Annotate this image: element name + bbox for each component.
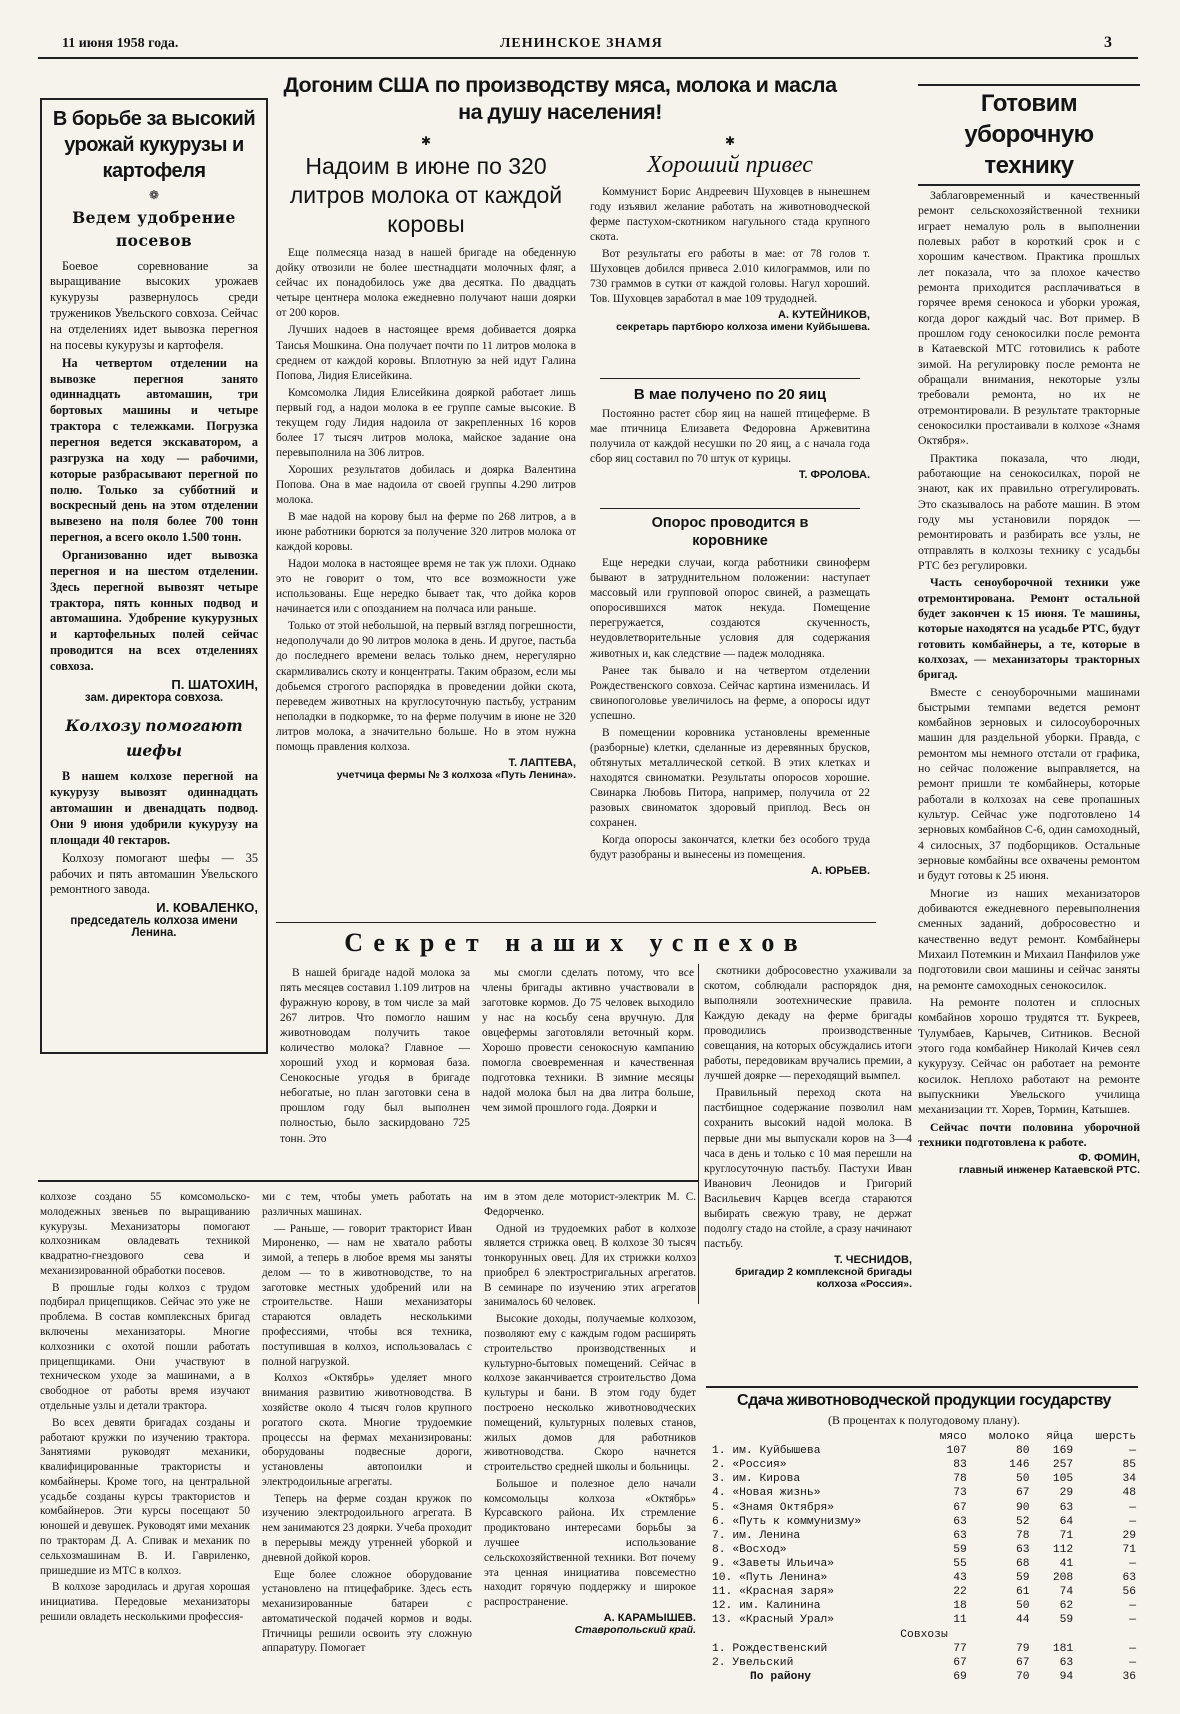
eggs-body (590, 407, 870, 467)
art1-position: зам. директора совхоза. (84, 691, 224, 704)
cell: 29 (1122, 1529, 1136, 1542)
paragraph: Когда опоросы закончатся, клетки без особого труда будут разобраны и вынесены из помещения. (590, 834, 870, 862)
stats-table (710, 1430, 1138, 1684)
secret-signature: Т. ЧЕСНИДОВ, (834, 1253, 912, 1266)
cell: 112 (1052, 1543, 1074, 1556)
paragraph: Боевое соревнование за выращивание высоких урожаев кукурузы развернулось среди тружеников Увельского совхоза. Сейчас на отделениях идет вывозка перегноя на посевы кукурузы и картофеля. (50, 258, 258, 352)
total-row (710, 1670, 1138, 1684)
right-article (918, 188, 1140, 1176)
issue-date: 11 июня 1958 года. (62, 36, 179, 51)
header-rule (38, 57, 1138, 59)
cell: 11 (953, 1614, 967, 1627)
cell: 146 (1009, 1459, 1030, 1472)
paragraph: В колхозе зародилась и другая хорошая инициатива. Передовые механизаторы решили овладеть несколькими профессия- (40, 1581, 250, 1623)
cell: 105 (1052, 1473, 1074, 1486)
paragraph: Высокие доходы, получаемые колхозом, позволяют ему с каждым годом расширять строительство производственных и культурно-бытовых помещений. Сейчас в колхозе заканчивается строительство Дома культуры и бани. В этом году будет построено несколько животноводческих помещений, культурных полевых станов, жилых домов для работников животноводства. Скоро начнется строительство средней школы и больницы. (484, 1313, 696, 1474)
gain-position: секретарь партбюро колхоза имени Куйбышева. (616, 321, 870, 334)
secret-col2 (482, 966, 694, 1118)
paragraph: Большое и полезное дело начали комсомольцы колхоза «Октябрь» Курсавского района. Их стремление продиктовано интересами борьбы за лучшее использование сельскохозяйственной техники. Вот почему эта ценная инициатива повсеместно находит горячую поддержку и широкое распространение. (484, 1477, 696, 1609)
cell: 80 (1015, 1445, 1030, 1458)
secret-position: бригадир 2 комплексной бригады колхоза «Россия». (735, 1265, 912, 1290)
milk-title: Надоим в июне по 320 литров молока от каждой коровы (289, 153, 563, 237)
cell: 90 (1015, 1501, 1030, 1514)
secret-title: Секрет наших успехов (344, 928, 808, 957)
paragraph: В мае надой на корову был на ферме по 268 литров, а в июне работники борются за получение 320 литров молока от каждой коровы. (276, 511, 576, 554)
bottom-col1 (40, 1190, 250, 1627)
cell: — (1129, 1600, 1136, 1613)
newspaper-name: ЛЕНИНСКОЕ ЗНАМЯ (500, 36, 663, 51)
star-divider: ✱ (420, 134, 432, 148)
farrow-title: Опорос проводится в коровнике (651, 515, 809, 550)
cell: — (1129, 1656, 1136, 1669)
paragraph: колхозе создано 55 комсомольско-молодежных звеньев по выращиванию кукурузы. Механизаторы помогают колхозникам овладевать техникой квадратно-гнездового сева и механизированной обработки посевов. (40, 1191, 250, 1277)
cell: 56 (1122, 1586, 1136, 1599)
cell: — (1129, 1642, 1136, 1655)
paragraph: скотники добросовестно ухаживали за скотом, соблюдали распорядок дня, выполняли зоотехнические правила. Каждую декаду на ферме бригады проводились производственные совещания, на которых обсуждались итоги работы, передовикам вручались премии, а лучшей доярке — переходящий вымпел. (704, 965, 913, 1083)
art2-title: Колхозу помогают шефы (65, 715, 243, 760)
table-row (710, 1472, 1138, 1486)
cell: 9. «Заветы Ильича» (712, 1557, 835, 1570)
cell: 64 (1059, 1515, 1074, 1528)
page-number: 3 (1104, 34, 1112, 51)
paragraph: им в этом деле моторист-электрик М. С. Федорченко. (484, 1191, 696, 1218)
paragraph: Многие из наших механизаторов добиваются ежедневного перевыполнения сменных заданий, добросовестно и качественно ведут ремонт. Комбайнеры Михаил Потемкин и Михаил Панфилов уже подготовили свои машины и сейчас заняты на ремонте самоходных сенокосилок. (918, 885, 1140, 992)
table-row (710, 1444, 1138, 1458)
cell: 71 (1122, 1543, 1136, 1556)
farrow-body (590, 556, 870, 863)
table-row (710, 1486, 1138, 1500)
stats-rule (706, 1386, 1138, 1388)
table-header (710, 1430, 1138, 1444)
table-row (710, 1458, 1138, 1472)
bottom-col3 (484, 1190, 696, 1636)
table-row (710, 1529, 1138, 1543)
stats-subtitle: (В процентах к полугодовому плану). (828, 1413, 1020, 1427)
cell: 34 (1122, 1473, 1136, 1486)
cell: 18 (953, 1600, 967, 1613)
cell: 3. им. Кирова (712, 1473, 801, 1486)
article-milk (276, 130, 576, 781)
cell: 1. Рождественский (712, 1642, 828, 1655)
secret-col3 (704, 964, 912, 1290)
cell: 11. «Красная заря» (712, 1586, 835, 1599)
paragraph: Заблаговременный и качественный ремонт сельскохозяйственной техники играет немалую роль в выполнении полевых работ в короткий срок и с хорошим качеством. Практика прошлых лет показала, что за плохое качество ремонта приходится расплачиваться в горячее время сенокоса и уборки урожая, когда дорог каждый час. Вот пример. В прошлом году сенокосилки после ремонта в Катаевской МТС готовились к работе зимой. На регулировку после ремонта не обращали внимания, некоторые узлы требовали ремонта, но их не отремонтировали. В результате тракторные сенокосилки простаивали в колхозе «Знамя Октября». (918, 188, 1140, 448)
cell: 61 (1015, 1586, 1030, 1599)
paragraph: Вот результаты его работы в мае: от 78 голов т. Шуховцев добился привеса 2.010 килограммов, или по 730 граммов в сутки от каждой головы. Нагул хороший. Тов. Шуховцев заработал в мае 109 трудодней. (590, 248, 870, 306)
paragraph: В помещении коровника установлены временные (разборные) клетки, сделанные из деревянных брусков, обтянутых металлической сеткой. В этих клетках и находятся свиноматки. Результаты опоросов хорошие. Свинарка Любовь Питора, например, получила от 22 разовых свиноматок здоровый приплод. Весь он сохранен. (590, 726, 870, 830)
table-row (710, 1585, 1138, 1599)
cell: — (1129, 1515, 1136, 1528)
cell: 2. Увельский (712, 1656, 794, 1669)
paragraph: Надои молока в настоящее время не так уж плохи. Однако это не говорит о том, что все возможности уже использованы. Еще нередко бывает так, что дойка коров начинается или с опозданием на полчаса или раньше. (276, 558, 576, 616)
cell: — (1129, 1557, 1136, 1570)
cell: 36 (1122, 1670, 1136, 1683)
cell: 70 (1015, 1670, 1030, 1683)
cell: 257 (1052, 1459, 1074, 1472)
cell: 8. «Восход» (712, 1543, 787, 1556)
column-rule (698, 964, 699, 1304)
table-row (710, 1613, 1138, 1627)
cell: 50 (1015, 1473, 1030, 1486)
cell: 43 (953, 1572, 967, 1585)
paragraph: Еще полмесяца назад в нашей бригаде на обеденную дойку отвозили не более шестнадцати молочных фляг, а сейчас их понадобилось уже два десятка. По двадцать четыре центнера молока ежедневно получают наши доярки от 200 коров. (276, 247, 576, 320)
cell: 79 (1015, 1642, 1030, 1655)
paragraph: Постоянно растет сбор яиц на нашей птицеферме. В мае птичница Елизавета Федоровна Аржевитина получила от каждой несушки по 20 яиц, а с начала года сбор яиц составил по 70 штук от курицы. (590, 408, 870, 466)
cell: 63 (1059, 1656, 1074, 1669)
left-box-title: В борьбе за высокий урожай кукурузы и картофеля (52, 108, 256, 182)
cell: 12. им. Калинина (712, 1600, 821, 1613)
right-position: главный инженер Катаевской РТС. (958, 1164, 1140, 1177)
cell: 50 (1015, 1600, 1030, 1613)
divider (600, 508, 860, 509)
gain-body (590, 185, 870, 307)
paragraph: Еще нередки случаи, когда работники свиноферм бывают в затруднительном положении: наступает массовый или групповой опорос свиней, а размещать опоросившихся маток некуда. Помещение перегружается, создаются скученность, неудовлетворительные условия для содержания животных и, как следствие — падеж молодняка. (590, 557, 870, 660)
cell: — (1129, 1501, 1136, 1514)
cell: 68 (1015, 1557, 1030, 1570)
table-row (710, 1557, 1138, 1571)
paragraph: Только от этой небольшой, на первый взгляд погрешности, недополучали до 90 литров молока в день. И другое, пастьба до последнего времени велась только днем, нерегулярно скармливались скоту и концентраты. Таким образом, если мы добьемся строгого распорядка в проведении дойки скота, переведем животных на круглосуточную пастьбу, устраним неполадки в подкормке, то на ферме получим в июне не 320 литров молока, а значительно больше. Но в этом нужна помощь правления колхоза. (276, 620, 576, 753)
paragraph: ми с тем, чтобы уметь работать на различных машинах. (262, 1191, 472, 1218)
table-row (710, 1515, 1138, 1529)
col-header: молоко (988, 1431, 1030, 1443)
cell: 208 (1052, 1572, 1074, 1585)
eggs-signature: Т. ФРОЛОВА. (798, 469, 870, 482)
cell: 63 (1059, 1501, 1074, 1514)
paragraph: На ремонте полотен и сплосных комбайнов хорошо трудятся тт. Букреев, Тулумбаев, Карычев, Ситников. Весной этого года комбайнер Николай Кичев сеял кукурузу. Сейчас он работает на ремонте косилок. Неплохо работают на ремонте выпускники Увельского училища механизации тт. Хорев, Тормин, Катышев. (918, 995, 1140, 1117)
cell: 69 (953, 1670, 967, 1683)
bottom-signature: А. КАРАМЫШЕВ. (603, 1611, 696, 1624)
table-row (710, 1599, 1138, 1613)
cell: 4. «Новая жизнь» (712, 1487, 821, 1500)
table-row (710, 1656, 1138, 1670)
cell: По району (750, 1670, 812, 1683)
cell: 67 (1015, 1656, 1030, 1669)
paragraph: Одной из трудоемких работ в колхозе является стрижка овец. В колхозе 30 тысяч тонкорунных овец. Для их стрижки колхоз приобрел 6 электростригальных агрегатов. В семинаре по изучению этих агрегатов занималось 60 человек. (484, 1222, 696, 1309)
col-header: шерсть (1095, 1431, 1136, 1443)
cell: 78 (1015, 1529, 1030, 1542)
bottom-col2 (262, 1190, 472, 1658)
article-eggs (590, 386, 870, 481)
bottom-place: Ставропольский край. (574, 1623, 696, 1636)
sovkhozy-label: Совхозы (900, 1628, 948, 1641)
star-divider: ❁ (148, 188, 160, 202)
paragraph: Сейчас почти половина уборочной техники подготовлена к работе. (918, 1119, 1140, 1150)
cell: 1. им. Куйбышева (712, 1445, 821, 1458)
paragraph: Колхозу помогают шефы — 35 рабочих и пять автомашин Увельского ремонтного завода. (50, 850, 258, 897)
paragraph: Правильный переход скота на пастбищное содержание позволил нам сохранить высокий надой молока. В первые дни мы выпускали коров на 3—4 часа в день и только с 10 мая перешли на круглосуточную пастьбу. Пастухи Иван Иванович Леонидов и Григорий Васильевич Карцев всегда стараются выбирать свежую траву, не держат подолгу стадо на стойле, а сразу начинают пастьбу. (704, 1087, 912, 1250)
star-divider: ✱ (724, 134, 736, 148)
paragraph: Комсомолка Лидия Елисейкина дояркой работает лишь первый год, а надои молока в ее группе самые высокие. В текущем году Лидия надоила от закрепленных 16 коров более 17 тысяч литров молока, майское задание она перевыполнила на 306 литров. (276, 386, 576, 459)
cell: 5. «Знамя Октября» (712, 1501, 835, 1514)
gain-signature: А. КУТЕЙНИКОВ, (778, 309, 870, 322)
paragraph: Теперь на ферме создан кружок по изучению электродоильного агрегата. В нем занимаются 23 доярки. Учеба проходит в перерывы между утренней уборкой и дневной дойкой коров. (262, 1492, 472, 1564)
cell: 52 (1015, 1515, 1030, 1528)
col-header: мясо (939, 1431, 967, 1443)
article-gain (590, 130, 870, 333)
cell: 2. «Россия» (712, 1459, 787, 1472)
paragraph: Организованно идет вывозка перегноя и на шестом отделении. Здесь перегной вывозят четыре трактора, пять конных подвод и автомашина. Удобрение кукурузных и картофельных полей сейчас проводится на всех отделениях совхоза. (50, 547, 258, 673)
art1-body (50, 259, 258, 675)
farrow-signature: А. ЮРЬЕВ. (811, 865, 870, 878)
cell: 13. «Красный Урал» (712, 1614, 835, 1627)
table-row (710, 1543, 1138, 1557)
cell: — (1129, 1614, 1136, 1627)
paragraph: Хороших результатов добилась и доярка Валентина Попова. Она в мае надоила от своей группы 4.290 литров молока. (276, 463, 576, 506)
secret-col1 (280, 966, 470, 1149)
cell: 63 (1122, 1572, 1136, 1585)
paragraph: Ранее так бывало и на четвертом отделении Рождественского совхоза. Сейчас картина изменилась. И свинопоголовье увеличилось на ферме, а опоросы идут успешно. (590, 664, 870, 722)
article-farrow (590, 514, 870, 877)
paragraph: Вместе с сеноуборочными машинами быстрыми темпами ведется ремонт комбайнов зерновых и силосоуборочных машин для раздельной уборки. Правда, с ремонтом мы немного отстали от графика, но сейчас положение выправляется, на ремонт пришли те комбайнеры, которые работали в колхозах на севе пропашных культур. Сейчас уже подготовлено 14 зерновых комбайнов С-6, один самоходный, 4 силосных, 37 подборщиков. Остальные зерновые комбайны все охвачены ремонтом и будут готовы к 25 июня. (918, 684, 1140, 883)
cell: 63 (953, 1515, 967, 1528)
right-title: Готовим уборочную технику (964, 90, 1094, 180)
stats-title: Сдача животноводческой продукции государству (737, 1392, 1111, 1409)
table-row (710, 1571, 1138, 1585)
cell: 71 (1059, 1529, 1074, 1542)
cell: 107 (946, 1445, 967, 1458)
left-box (40, 98, 268, 1054)
milk-body (276, 246, 576, 755)
bottom-rule (38, 1180, 698, 1182)
cell: 59 (1015, 1572, 1030, 1585)
art1-title: Ведем удобрение посевов (72, 208, 236, 251)
cell: 62 (1059, 1600, 1074, 1613)
right-signature: Ф. ФОМИН, (1078, 1152, 1140, 1165)
cell: 10. «Путь Ленина» (712, 1572, 828, 1585)
stats-block (710, 1392, 1138, 1684)
art2-body (50, 769, 258, 898)
table-row (710, 1501, 1138, 1515)
bottom-col3-body (484, 1190, 696, 1610)
col-header: яйца (1046, 1431, 1074, 1443)
cell: 181 (1052, 1642, 1074, 1655)
cell: 83 (953, 1459, 967, 1472)
cell: 44 (1015, 1614, 1030, 1627)
right-body (918, 188, 1140, 1150)
secret-col3-body (704, 964, 912, 1252)
paragraph: Во всех девяти бригадах созданы и работают кружки по изучению трактора. Занятиями руководят механики, квалифицированные трактористы и комбайнеры. Кроме того, на центральной усадьбе созданы курсы трактористов и комбайнеров. Эти курсы посещают 50 юношей и девушек. Руководят ими механик по тракторам Д. А. Спивак и механик по сельхозмашинам В. И. Гавриленко, пришедшие из МТС в колхоз. (40, 1416, 250, 1577)
milk-position: учетчица фермы № 3 колхоза «Путь Ленина». (336, 768, 576, 781)
cell: 29 (1059, 1487, 1074, 1500)
art1-signature: П. ШАТОХИН, (171, 676, 258, 692)
cell: — (1129, 1445, 1136, 1458)
cell: 59 (1059, 1614, 1074, 1627)
divider (600, 378, 860, 379)
cell: 94 (1059, 1670, 1074, 1683)
cell: 41 (1059, 1557, 1074, 1570)
gain-title: Хороший привес (647, 152, 813, 178)
paragraph: На четвертом отделении на вывозке перегноя занято одиннадцать автомашин, три бортовых машины и четыре трактора с тележками. Погрузка перегноя ведется экскаватором, а разгрузка на ходу — рабочими, которые разбрасывают перегной по полю. Только за субботний и воскресный день на этом отделении вывезено на поля более 700 тонн перегноя, а всего около 1.500 тонн. (50, 355, 258, 545)
right-title-box (918, 84, 1140, 186)
cell: 77 (953, 1642, 967, 1655)
cell: 67 (953, 1656, 967, 1669)
divider (276, 922, 876, 923)
cell: 78 (953, 1473, 967, 1486)
table-row (710, 1642, 1138, 1656)
paragraph: Коммунист Борис Андреевич Шуховцев в нынешнем году изъявил желание работать на животноводческой ферме пастухом-скотником нагульного стада крупного скота. (590, 186, 870, 244)
paragraph: В прошлые годы колхоз с трудом подбирал прицепщиков. Сейчас это уже не проблема. В состав комплексных бригад включены механизаторы. Многие колхозники с охотой пошли работать прицепщиками. Они участвуют в техническом уходе за машинами, а в свободное от работы время изучают отдельные узлы и детали трактора. (40, 1281, 250, 1412)
cell: 67 (953, 1501, 967, 1514)
cell: 48 (1122, 1487, 1136, 1500)
paragraph: В нашей бригаде надой молока за пять месяцев составил 1.109 литров на фуражную корову, в том числе за май 267 литров. Что помогло нашим животноводам получить такое количество молока? Главное — хороший уход и кормовая база. Сенокосные угодья в бригаде небогатые, но план заготовки сена в прошлом году был выполнен полностью, было заскирдовано 725 тонн. Это (280, 967, 470, 1145)
cell: 63 (953, 1529, 967, 1542)
paragraph: — Раньше, — говорит тракторист Иван Мироненко, — нам не хватало работы зимой, а теперь в любое время мы заняты делом — то в животноводстве, то на заготовке местных удобрений или на строительстве. Наши механизаторы стараются овладеть несколькими профессиями, чтобы вся техника, поступившая в колхоз, использовалась с полной нагрузкой. (262, 1222, 472, 1368)
milk-signature: Т. ЛАПТЕВА, (508, 756, 576, 769)
paragraph: Лучших надоев в настоящее время добивается доярка Таисья Мошкина. Она получает почти по 11 литров молока в среднем от каждой коровы. Вплотную за ней идут Галина Попова, Лидия Елисейкина. (276, 324, 576, 382)
paragraph: В нашем колхозе перегной на кукурузу вывозят одиннадцать автомашин и двенадцать подвод. Они 9 июня удобрили кукурузу на площади 40 гектаров. (50, 769, 258, 847)
cell: 59 (953, 1543, 967, 1556)
cell: 7. им. Ленина (712, 1529, 801, 1542)
cell: 55 (953, 1557, 967, 1570)
cell: 22 (953, 1586, 967, 1599)
cell: 85 (1122, 1459, 1136, 1472)
paragraph: мы смогли сделать потому, что все члены бригады активно участвовали в заготовке кормов. До 75 человек выходило у нас на косьбу сена вручную. Для овцефермы заготовляли веточный корм. Хорошо провести сенокосную кампанию помогла своевременная и качественная подготовка техники. В зимние месяцы надой молока был на два литра больше, чем зимой прошлого года. Доярки и (482, 967, 694, 1115)
art2-position: председатель колхоза имени Ленина. (70, 915, 238, 940)
cell: 73 (953, 1487, 967, 1500)
paragraph: Колхоз «Октябрь» уделяет много внимания развитию животноводства. В хозяйстве около 4 тысяч голов крупного рогатого скота. Многие трудоемкие процессы на фермах механизированы: оборудованы подвесные дороги, установлены автопоилки и электродоильные агрегаты. (262, 1372, 472, 1488)
art2-signature: И. КОВАЛЕНКО, (156, 900, 258, 916)
cell: 74 (1059, 1586, 1074, 1599)
cell: 6. «Путь к коммунизму» (712, 1515, 862, 1528)
cell: 169 (1052, 1445, 1074, 1458)
cell: 63 (1015, 1543, 1030, 1556)
cell: 67 (1015, 1487, 1030, 1500)
paragraph: Еще более сложное оборудование установлено на птицефабрике. Здесь есть механизированные батареи с автоматической подачей кормов и воды. Птичницы решили освоить эту сложную аппаратуру. Помогает (262, 1568, 472, 1655)
paragraph: Практика показала, что люди, работающие на сенокосилках, порой не знают, как их правильно отрегулировать. Это сказывалось на работе машин. В этом году мы установили порядок — ремонтировать и разбирать все узлы, не отправлять в колхозы технику с усадьбы РТС без регулировки. (918, 450, 1140, 572)
eggs-title: В мае получено по 20 яиц (633, 386, 827, 403)
paragraph: Часть сеноуборочной техники уже отремонтирована. Ремонт остальной будет закончен к 15 июня. Те машины, которые находятся на усадьбе РТС, будут готовить комбайнеры, а те, которые в колхозах, — механизаторы тракторных бригад. (918, 575, 1140, 682)
main-headline: Догоним США по производству мяса, молока и масла на душу населения! (283, 73, 837, 124)
